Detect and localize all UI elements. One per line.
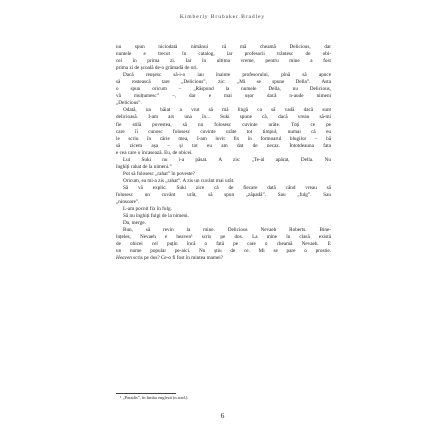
- text-line: fie stilă povestea, să nu folosesc cuvinte urâte. Toți ce pe: [116, 121, 331, 128]
- text-line: un nume popular pe-aici. Nu știu de ce. Mi se pare o prostie.: [116, 248, 331, 255]
- paragraph: [116, 206, 331, 213]
- body-text: [116, 44, 331, 262]
- running-head: Kimberly Brubaker Bradley: [179, 14, 266, 20]
- emphasis: Heaven: [116, 255, 132, 262]
- paragraph: [116, 107, 331, 156]
- paragraph: [116, 213, 331, 220]
- text-line: Să nu înghiți fulgi de la nimeni.: [123, 213, 189, 220]
- text-line: Bun, să revin la mine. Delicious Nevaeh Roberts. Bine-: [123, 227, 331, 234]
- paragraph: [116, 44, 331, 72]
- text-line: Dacă reușesc să-i-o iau înainte profesorului, pînă să apuce: [123, 72, 331, 79]
- text-line: o spun oricum – „Răspund la numele Della, nu Delicious,: [116, 86, 331, 93]
- text-line: folosesc un cuvânt urât, să spun „zăpadă”. Sau „fulg”. Sau: [116, 191, 331, 198]
- paragraph: [116, 178, 331, 185]
- text-line: Oricum, ea mi-a zis „rahat”. A zis un cuvânt mai urât.: [123, 177, 235, 184]
- paragraph: [116, 227, 331, 262]
- text-line: le scriu în cărie mea, I-am lovit fix în formoarul blugilor – bă: [116, 135, 331, 142]
- text-line: L-am pocnit fix în fulg.: [123, 206, 172, 213]
- text-line: e cea care o încasează. Eu, de obicei.: [116, 149, 193, 156]
- footnote-rule: [116, 393, 176, 394]
- paragraph: [116, 185, 331, 206]
- text-line: înțeles, Nevaeh e heaven¹ scris pe dos. La mine în clasă există: [116, 234, 331, 241]
- text-line: vă mulțumesc” –, dar e mai ușor dacă n-aude nimeni: [116, 93, 331, 100]
- text-line: cei în prima zi. Iar în ultima vreme, pentru mine a fost: [116, 58, 331, 65]
- text-line: de obicei cel puțin încă o fată pe care o cheamă Nevaeh. E: [116, 241, 331, 248]
- text-line: „ninsoare”.: [116, 199, 140, 206]
- page-number: 6: [220, 411, 225, 420]
- text-line: să rostească tare „Delicious”, zic: „Mi se spune Della”. Asta: [116, 79, 331, 86]
- text-line: să zicem așa – și tot eu am dat de necaz. Întotdeauna fata: [116, 142, 331, 149]
- footnote: ¹ „Paradis”, în limba engleză (n.trad.).: [120, 395, 189, 400]
- text-line: delicioasă. I-am ars una în... Suki spune că, dacă vreau să-mi: [116, 114, 331, 121]
- text-line: Să vă explic. Suki zice că de fiecare dată când vreau să: [123, 184, 331, 191]
- text-line: prima zi de școală de-o grămadă de ori.: [116, 65, 198, 72]
- text-line: care îi cunosc folosesc cuvinte urâte tot timpul, numai că eu: [116, 128, 331, 135]
- paragraph: [116, 171, 331, 178]
- text-line: înghiți rahat de la nimeni.”: [116, 163, 172, 170]
- text-line: „Delicious”.: [116, 100, 142, 107]
- text-line: Pot să folosesc „rahat” în poveste?: [123, 170, 195, 177]
- text-line: nu spun niciodată nimănui că mă cheamă Delicious, dar: [116, 44, 331, 50]
- paragraph: [116, 157, 331, 171]
- text-line: Heaven scris pe dos? Ce-o fi fost în mintea mamei?: [116, 255, 224, 262]
- paragraph: [116, 72, 331, 107]
- text-line: Lui Suki nu i-a păsat. A zis: „Te-ai apărat, Della. Nu: [123, 156, 331, 163]
- text-line: Da, merge.: [123, 220, 146, 227]
- text-line: Odată, un băiat a vrut să mă lingă ca să vadă dacă sunt: [123, 107, 331, 114]
- paragraph: [116, 220, 331, 227]
- text-line: numele e trecut în catalog, iar profesorii trântesc de obi-: [116, 51, 331, 58]
